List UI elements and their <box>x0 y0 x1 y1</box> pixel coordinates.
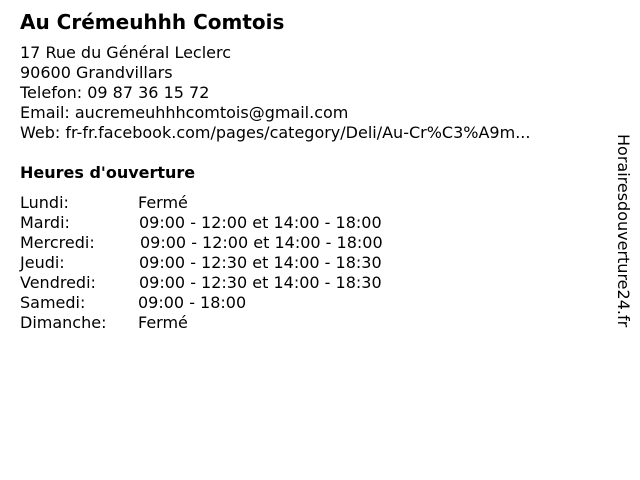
email-line: Email: aucremeuhhhcomtois@gmail.com <box>20 103 349 122</box>
site-watermark: Horairesdouverture24.fr <box>614 134 633 328</box>
day-label: Mercredi: <box>20 233 95 252</box>
hours-heading: Heures d'ouverture <box>20 163 196 182</box>
business-name: Au Crémeuhhh Comtois <box>20 10 285 34</box>
hours-value: Fermé <box>138 313 188 332</box>
hours-value: 09:00 - 12:00 et 14:00 - 18:00 <box>139 213 382 232</box>
hours-value: 09:00 - 12:00 et 14:00 - 18:00 <box>140 233 383 252</box>
contact-block <box>20 43 530 143</box>
day-label: Dimanche: <box>20 313 107 332</box>
day-label: Mardi: <box>20 213 70 232</box>
address-line-city: 90600 Grandvillars <box>20 63 173 82</box>
hours-value: 09:00 - 12:30 et 14:00 - 18:30 <box>139 273 382 292</box>
hours-value: Fermé <box>138 193 188 212</box>
day-label: Vendredi: <box>20 273 96 292</box>
day-label: Jeudi: <box>20 253 65 272</box>
day-label: Samedi: <box>20 293 86 312</box>
address-line-street: 17 Rue du Général Leclerc <box>20 43 232 62</box>
hours-value: 09:00 - 12:30 et 14:00 - 18:30 <box>139 253 382 272</box>
web-line: Web: fr-fr.facebook.com/pages/category/Deli/Au-Cr%C3%A9m... <box>20 123 531 142</box>
phone-line: Telefon: 09 87 36 15 72 <box>20 83 210 102</box>
day-label: Lundi: <box>20 193 69 212</box>
hours-value: 09:00 - 18:00 <box>138 293 247 312</box>
